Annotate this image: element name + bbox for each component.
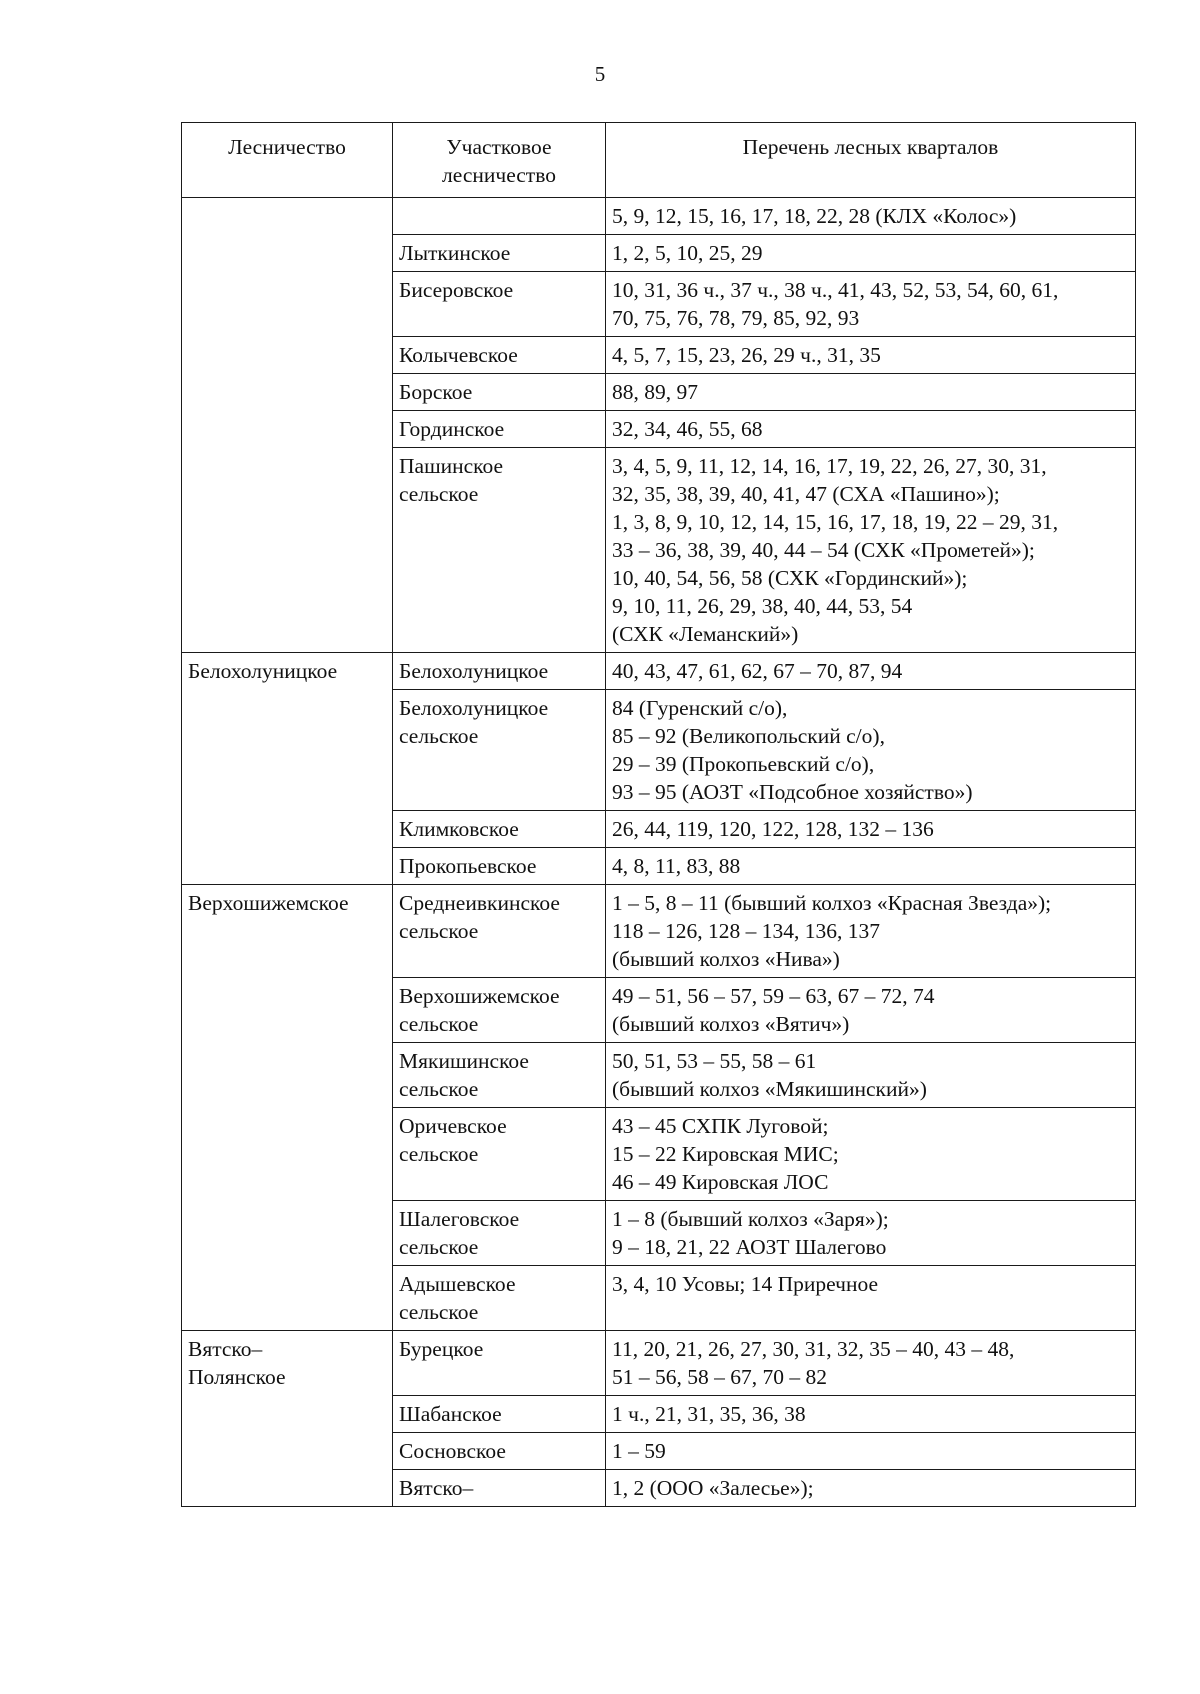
quarters-line: 49 – 51, 56 – 57, 59 – 63, 67 – 72, 74 — [612, 984, 935, 1008]
district-name: Колычевское — [399, 343, 518, 367]
quarters-line: 1, 3, 8, 9, 10, 12, 14, 15, 16, 17, 18, 19, 22 – 29, 31, — [612, 510, 1059, 534]
quarters-line: (бывший колхоз «Нива») — [612, 947, 840, 971]
quarters-cell — [606, 690, 1136, 811]
forest-quarters-table — [181, 122, 1136, 1507]
district-name: сельское — [399, 724, 479, 748]
district-name: Белохолуницкое — [399, 659, 549, 683]
district-name: Сосновское — [399, 1439, 506, 1463]
quarters-cell — [606, 374, 1136, 411]
quarters-line: 1 – 59 — [612, 1439, 666, 1463]
district-cell — [393, 885, 606, 978]
quarters-cell — [606, 1043, 1136, 1108]
header-line: Перечень лесных кварталов — [742, 135, 999, 159]
quarters-line: 50, 51, 53 – 55, 58 – 61 — [612, 1049, 817, 1073]
quarters-cell — [606, 198, 1136, 235]
quarters-cell — [606, 272, 1136, 337]
quarters-line: 85 – 92 (Великопольский с/о), — [612, 724, 885, 748]
quarters-cell — [606, 1470, 1136, 1507]
district-cell — [393, 448, 606, 653]
table-body — [182, 198, 1136, 1507]
district-cell — [393, 337, 606, 374]
district-cell — [393, 198, 606, 235]
district-cell — [393, 1470, 606, 1507]
header-line: Участковое — [446, 135, 552, 159]
district-name: Климковское — [399, 817, 519, 841]
district-cell — [393, 1201, 606, 1266]
quarters-line: 1 ч., 21, 31, 35, 36, 38 — [612, 1402, 806, 1426]
district-name: Оричевское — [399, 1114, 507, 1138]
header-district-forestry — [393, 123, 606, 198]
quarters-cell — [606, 337, 1136, 374]
quarters-line: 1 – 5, 8 – 11 (бывший колхоз «Красная Звезда»); — [612, 891, 1052, 915]
quarters-line: 40, 43, 47, 61, 62, 67 – 70, 87, 94 — [612, 659, 903, 683]
quarters-line: 4, 5, 7, 15, 23, 26, 29 ч., 31, 35 — [612, 343, 881, 367]
forestry-name: Полянское — [188, 1365, 286, 1389]
quarters-line: 5, 9, 12, 15, 16, 17, 18, 22, 28 (КЛХ «Колос») — [612, 204, 1017, 228]
district-cell — [393, 848, 606, 885]
quarters-line: 32, 35, 38, 39, 40, 41, 47 (СХА «Пашино»); — [612, 482, 1000, 506]
quarters-line: 1 – 8 (бывший колхоз «Заря»); — [612, 1207, 889, 1231]
quarters-line: 84 (Гуренский с/о), — [612, 696, 788, 720]
quarters-cell — [606, 885, 1136, 978]
quarters-line: 11, 20, 21, 26, 27, 30, 31, 32, 35 – 40, 43 – 48, — [612, 1337, 1015, 1361]
district-name: сельское — [399, 1142, 479, 1166]
district-name: Мякишинское — [399, 1049, 529, 1073]
quarters-line: 26, 44, 119, 120, 122, 128, 132 – 136 — [612, 817, 934, 841]
table-row — [182, 198, 1136, 235]
district-cell — [393, 690, 606, 811]
district-name: Шабанское — [399, 1402, 502, 1426]
header-quarters-list — [606, 123, 1136, 198]
district-name: Гординское — [399, 417, 505, 441]
district-cell — [393, 374, 606, 411]
quarters-line: 88, 89, 97 — [612, 380, 698, 404]
district-name: сельское — [399, 1300, 479, 1324]
quarters-line: 43 – 45 СХПК Луговой; — [612, 1114, 829, 1138]
table-row — [182, 1331, 1136, 1396]
district-cell — [393, 1266, 606, 1331]
quarters-line: 3, 4, 5, 9, 11, 12, 14, 16, 17, 19, 22, 26, 27, 30, 31, — [612, 454, 1047, 478]
quarters-line: 32, 34, 46, 55, 68 — [612, 417, 763, 441]
district-name: Белохолуницкое — [399, 696, 549, 720]
district-cell — [393, 1396, 606, 1433]
quarters-line: 1, 2, 5, 10, 25, 29 — [612, 241, 763, 265]
district-cell — [393, 272, 606, 337]
district-name: Верхошижемское — [399, 984, 560, 1008]
district-name: Среднеивкинское — [399, 891, 560, 915]
quarters-line: 33 – 36, 38, 39, 40, 44 – 54 (СХК «Прометей»); — [612, 538, 1035, 562]
quarters-line: 15 – 22 Кировская МИС; — [612, 1142, 839, 1166]
quarters-line: 93 – 95 (АОЗТ «Подсобное хозяйство») — [612, 780, 973, 804]
quarters-line: 118 – 126, 128 – 134, 136, 137 — [612, 919, 880, 943]
quarters-cell — [606, 1201, 1136, 1266]
district-cell — [393, 1433, 606, 1470]
forestry-cell — [182, 885, 393, 1331]
district-cell — [393, 1108, 606, 1201]
quarters-cell — [606, 1433, 1136, 1470]
district-cell — [393, 978, 606, 1043]
table-row — [182, 653, 1136, 690]
forestry-cell — [182, 653, 393, 885]
quarters-cell — [606, 811, 1136, 848]
quarters-line: 3, 4, 10 Усовы; 14 Приречное — [612, 1272, 879, 1296]
header-line: лесничество — [442, 163, 556, 187]
forestry-name: Вятско– — [188, 1337, 263, 1361]
quarters-line: (бывший колхоз «Вятич») — [612, 1012, 850, 1036]
quarters-cell — [606, 411, 1136, 448]
district-name: сельское — [399, 1235, 479, 1259]
quarters-cell — [606, 235, 1136, 272]
header-forestry — [182, 123, 393, 198]
district-cell — [393, 811, 606, 848]
quarters-line: (СХК «Леманский») — [612, 622, 799, 646]
district-cell — [393, 1043, 606, 1108]
quarters-cell — [606, 978, 1136, 1043]
quarters-line: 1, 2 (ООО «Залесье»); — [612, 1476, 814, 1500]
district-name: Лыткинское — [399, 241, 511, 265]
district-name: сельское — [399, 919, 479, 943]
forestry-cell — [182, 1331, 393, 1507]
quarters-line: 10, 31, 36 ч., 37 ч., 38 ч., 41, 43, 52, 53, 54, 60, 61, — [612, 278, 1059, 302]
district-name: Борское — [399, 380, 473, 404]
table-row — [182, 885, 1136, 978]
district-name: Пашинское — [399, 454, 504, 478]
district-name: Бурецкое — [399, 1337, 484, 1361]
district-name: Адышевское — [399, 1272, 516, 1296]
quarters-cell — [606, 448, 1136, 653]
district-cell — [393, 1331, 606, 1396]
quarters-line: 51 – 56, 58 – 67, 70 – 82 — [612, 1365, 827, 1389]
district-name: Шалеговское — [399, 1207, 520, 1231]
district-cell — [393, 411, 606, 448]
quarters-cell — [606, 1331, 1136, 1396]
district-name: Прокопьевское — [399, 854, 537, 878]
district-name: Вятско– — [399, 1476, 474, 1500]
page-number: 5 — [594, 62, 606, 86]
district-cell — [393, 235, 606, 272]
quarters-line: 70, 75, 76, 78, 79, 85, 92, 93 — [612, 306, 860, 330]
forestry-cell — [182, 198, 393, 653]
quarters-cell — [606, 848, 1136, 885]
quarters-cell — [606, 1266, 1136, 1331]
district-name: сельское — [399, 1077, 479, 1101]
table-header-row — [182, 123, 1136, 198]
quarters-cell — [606, 1396, 1136, 1433]
quarters-line: 46 – 49 Кировская ЛОС — [612, 1170, 829, 1194]
quarters-cell — [606, 653, 1136, 690]
quarters-cell — [606, 1108, 1136, 1201]
quarters-line: 9 – 18, 21, 22 АОЗТ Шалегово — [612, 1235, 887, 1259]
quarters-line: 10, 40, 54, 56, 58 (СХК «Гординский»); — [612, 566, 968, 590]
quarters-line: 29 – 39 (Прокопьевский с/о), — [612, 752, 875, 776]
forestry-name: Верхошижемское — [188, 891, 349, 915]
forestry-name: Белохолуницкое — [188, 659, 338, 683]
district-cell — [393, 653, 606, 690]
quarters-line: 9, 10, 11, 26, 29, 38, 40, 44, 53, 54 — [612, 594, 913, 618]
quarters-line: 4, 8, 11, 83, 88 — [612, 854, 741, 878]
quarters-line: (бывший колхоз «Мякишинский») — [612, 1077, 927, 1101]
district-name: Бисеровское — [399, 278, 514, 302]
district-name: сельское — [399, 482, 479, 506]
header-line: Лесничество — [228, 135, 346, 159]
district-name: сельское — [399, 1012, 479, 1036]
